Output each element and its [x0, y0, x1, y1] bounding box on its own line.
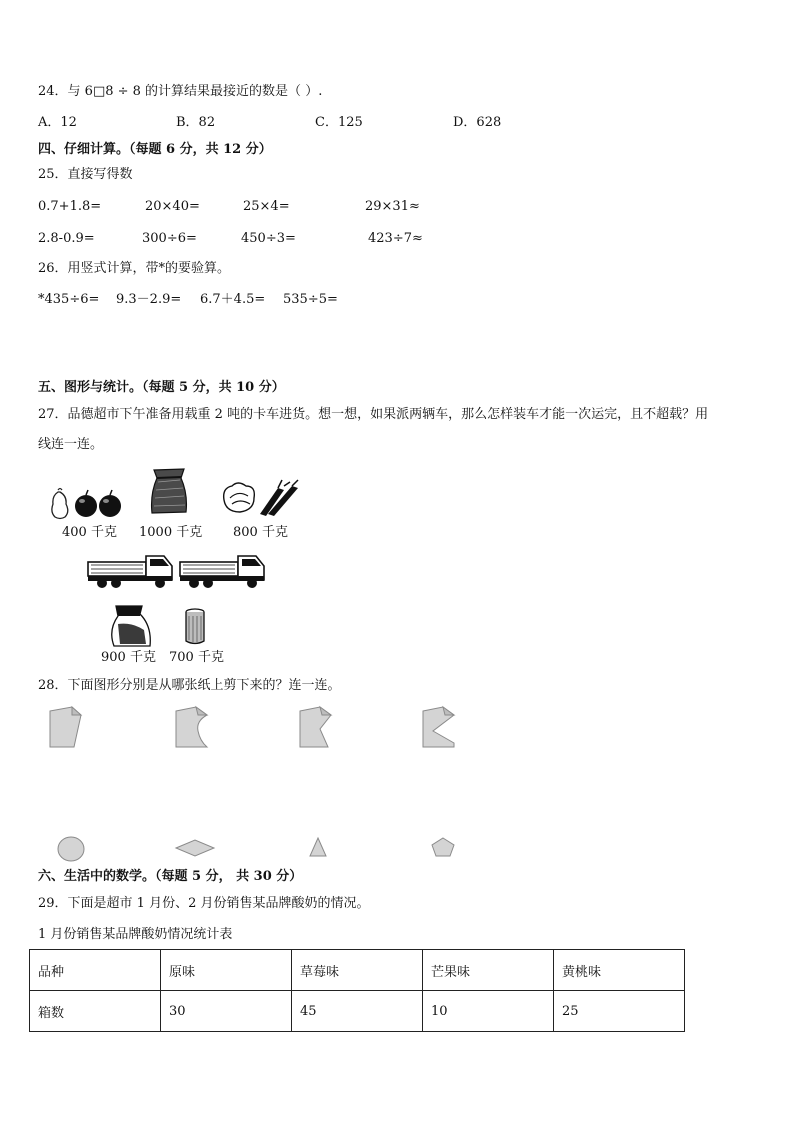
goods-weight-1000: 1000 千克 [139, 525, 203, 540]
cut-paper-3 [298, 703, 334, 749]
table-cell: 10 [423, 991, 554, 1032]
goods-weight-900: 900 千克 [101, 650, 156, 665]
goods-weight-800: 800 千克 [233, 525, 288, 540]
q25-r1-c1: 0.7+1.8= [38, 199, 102, 214]
triangle-shape [308, 836, 328, 858]
barrel-icon [184, 608, 206, 646]
q24-option-a: A．12 [38, 115, 77, 130]
yogurt-sales-table [29, 949, 685, 1032]
circle-shape [56, 835, 86, 863]
table-cell: 黄桃味 [554, 950, 685, 991]
q25-r2-c1: 2.8-0.9= [38, 231, 95, 246]
q25-r2-c3: 450÷3= [241, 231, 296, 246]
rhombus-shape [174, 838, 216, 858]
q24-option-c: C．125 [315, 115, 363, 130]
pentagon-shape [430, 836, 456, 858]
q24-option-d: D．628 [453, 115, 502, 130]
table-cell: 品种 [30, 950, 161, 991]
goods-weight-400: 400 千克 [62, 525, 117, 540]
goods-weight-700: 700 千克 [169, 650, 224, 665]
table-cell: 草莓味 [292, 950, 423, 991]
table-header-row [30, 950, 685, 991]
q25-r1-c2: 20×40= [145, 199, 200, 214]
vegetables-icon [220, 478, 302, 518]
table-row [30, 991, 685, 1032]
flour-sack-icon [108, 604, 154, 648]
table-cell: 芒果味 [423, 950, 554, 991]
table-cell: 原味 [161, 950, 292, 991]
cut-paper-4 [421, 703, 457, 749]
q24-option-b: B．82 [176, 115, 216, 130]
q28-title: 28．下面图形分别是从哪张纸上剪下来的？连一连。 [38, 678, 341, 693]
q26-title: 26．用竖式计算，带*的要验算。 [38, 261, 231, 276]
q26-item-1: *435÷6= [38, 292, 100, 307]
q27-text-line-1: 27．品德超市下午准备用载重 2 吨的卡车进货。想一想，如果派两辆车，那么怎样装车才能一次运完，且不超载？用 [38, 407, 709, 422]
truck-icon-1 [86, 550, 174, 590]
table-cell: 箱数 [30, 991, 161, 1032]
fruit-icon [46, 486, 124, 520]
section-5-title: 五、图形与统计。（每题 5 分，共 10 分） [38, 380, 285, 395]
section-4-title: 四、仔细计算。（每题 6 分，共 12 分） [38, 142, 272, 157]
q26-item-2: 9.3－2.9= [116, 292, 182, 307]
cut-paper-1 [48, 703, 84, 749]
q25-r2-c4: 423÷7≈ [368, 231, 423, 246]
cut-paper-2 [174, 703, 210, 749]
q24-question: 24．与 6□8 ÷ 8 的计算结果最接近的数是（ ）. [38, 84, 323, 99]
table-cell: 25 [554, 991, 685, 1032]
q29-title: 29．下面是超市 1 月份、2 月份销售某品牌酸奶的情况。 [38, 896, 370, 911]
q25-r1-c4: 29×31≈ [365, 199, 420, 214]
q25-title: 25．直接写得数 [38, 167, 133, 182]
q25-r1-c3: 25×4= [243, 199, 290, 214]
truck-icon-2 [178, 550, 266, 590]
section-6-title: 六、生活中的数学。（每题 5 分， 共 30 分） [38, 869, 303, 884]
q29-table-title: 1 月份销售某品牌酸奶情况统计表 [38, 927, 233, 942]
q27-text-line-2: 线连一连。 [38, 437, 104, 452]
table-cell: 30 [161, 991, 292, 1032]
rice-sack-icon [148, 466, 190, 516]
q25-r2-c2: 300÷6= [142, 231, 197, 246]
table-cell: 45 [292, 991, 423, 1032]
q26-item-3: 6.7＋4.5= [200, 292, 266, 307]
q26-item-4: 535÷5= [283, 292, 338, 307]
